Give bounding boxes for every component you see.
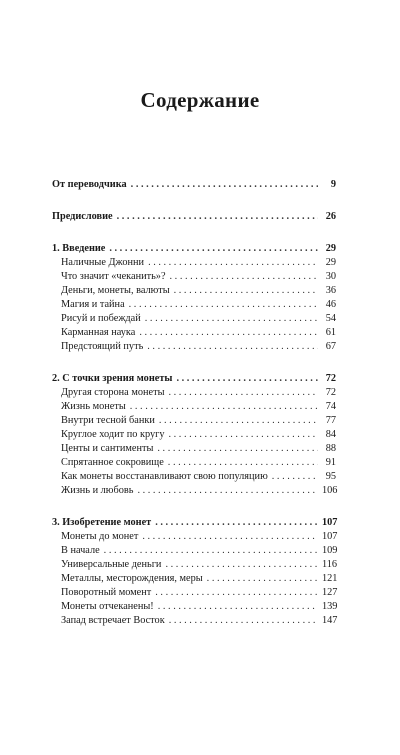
toc-entry-label: Монеты отчеканены! <box>61 601 154 612</box>
dot-leader <box>169 614 318 628</box>
toc-section <box>52 456 336 470</box>
toc-entry-page: 26 <box>325 211 336 222</box>
dot-leader <box>169 386 319 400</box>
toc-entry-label: Жизнь и любовь <box>61 485 134 496</box>
toc-section <box>52 386 336 400</box>
toc-entry-page: 30 <box>325 271 336 282</box>
toc-entry-label: Запад встречает Восток <box>61 615 165 626</box>
toc-entry-label: 1. Введение <box>52 243 106 254</box>
toc-entry-page: 109 <box>322 545 338 556</box>
toc-section <box>52 544 336 558</box>
toc-section <box>52 340 336 354</box>
dot-leader <box>157 442 318 456</box>
dot-leader <box>129 298 318 312</box>
page-title: Содержание <box>140 88 260 112</box>
dot-leader <box>142 530 318 544</box>
toc-section <box>52 470 336 484</box>
toc-entry-label: Поворотный момент <box>61 587 152 598</box>
toc-chapter-3 <box>52 516 336 530</box>
toc-section <box>52 530 336 544</box>
toc-entry-page: 139 <box>322 601 338 612</box>
toc-entry-label: Предисловие <box>52 211 113 222</box>
toc-entry-page: 127 <box>322 587 338 598</box>
toc-entry-page: 54 <box>325 313 336 324</box>
toc-entry-label: Универсальные деньги <box>61 559 162 570</box>
dot-leader <box>165 558 318 572</box>
toc-section <box>52 284 336 298</box>
toc-entry-label: Предстоящий путь <box>61 341 144 352</box>
toc-section <box>52 270 336 284</box>
table-of-contents <box>52 178 336 628</box>
toc-entry-page: 72 <box>325 387 336 398</box>
toc-section <box>52 572 336 586</box>
toc-entry-page: 121 <box>322 573 338 584</box>
toc-section <box>52 400 336 414</box>
toc-section <box>52 484 336 498</box>
toc-entry-label: Карманная наука <box>61 327 136 338</box>
dot-leader <box>147 340 318 354</box>
toc-section <box>52 558 336 572</box>
toc-entry-translator-note <box>52 178 336 192</box>
toc-section <box>52 428 336 442</box>
toc-entry-page: 77 <box>325 415 336 426</box>
toc-entry-label: Круглое ходит по кругу <box>61 429 165 440</box>
toc-chapter-2 <box>52 372 336 386</box>
toc-entry-label: Как монеты восстанавливают свою популяцию <box>61 471 268 482</box>
dot-leader <box>168 456 318 470</box>
toc-entry-label: 3. Изобретение монет <box>52 517 152 528</box>
toc-entry-page: 36 <box>325 285 336 296</box>
dot-leader <box>104 544 318 558</box>
toc-section <box>52 442 336 456</box>
toc-chapter-1 <box>52 242 336 256</box>
toc-entry-page: 84 <box>325 429 336 440</box>
toc-entry-label: Жизнь монеты <box>61 401 126 412</box>
toc-entry-page: 95 <box>325 471 336 482</box>
dot-leader <box>131 178 318 192</box>
dot-leader <box>158 600 318 614</box>
toc-entry-page: 106 <box>322 485 338 496</box>
toc-entry-label: Магия и тайна <box>61 299 125 310</box>
dot-leader <box>117 210 318 224</box>
toc-entry-preface <box>52 210 336 224</box>
toc-entry-label: Деньги, монеты, валюты <box>61 285 170 296</box>
toc-entry-page: 29 <box>325 243 336 254</box>
dot-leader <box>155 586 318 600</box>
toc-section <box>52 614 336 628</box>
dot-leader <box>145 312 318 326</box>
toc-entry-label: Металлы, месторождения, меры <box>61 573 203 584</box>
toc-entry-page: 74 <box>325 401 336 412</box>
toc-entry-label: От переводчика <box>52 179 127 190</box>
toc-entry-page: 107 <box>322 517 338 528</box>
toc-entry-page: 88 <box>325 443 336 454</box>
toc-entry-page: 61 <box>325 327 336 338</box>
toc-entry-label: Внутри тесной банки <box>61 415 155 426</box>
toc-section <box>52 326 336 340</box>
toc-entry-page: 29 <box>325 257 336 268</box>
toc-section <box>52 414 336 428</box>
dot-leader <box>169 428 319 442</box>
dot-leader <box>155 516 318 530</box>
toc-entry-label: Спрятанное сокровище <box>61 457 164 468</box>
toc-entry-label: Что значит «чеканить»? <box>61 271 166 282</box>
dot-leader <box>272 470 318 484</box>
toc-entry-label: Другая сторона монеты <box>61 387 165 398</box>
toc-section <box>52 256 336 270</box>
toc-entry-label: Наличные Джонни <box>61 257 145 268</box>
dot-leader <box>207 572 318 586</box>
toc-entry-page: 91 <box>325 457 336 468</box>
toc-section <box>52 600 336 614</box>
dot-leader <box>176 372 318 386</box>
toc-entry-label: В начале <box>61 545 100 556</box>
dot-leader <box>109 242 318 256</box>
toc-section <box>52 298 336 312</box>
toc-entry-page: 72 <box>325 373 336 384</box>
dot-leader <box>170 270 318 284</box>
dot-leader <box>139 326 318 340</box>
toc-entry-page: 107 <box>322 531 338 542</box>
dot-leader <box>174 284 318 298</box>
toc-entry-label: Рисуй и побеждай <box>61 313 141 324</box>
toc-entry-page: 147 <box>322 615 338 626</box>
dot-leader <box>148 256 318 270</box>
toc-entry-page: 9 <box>330 179 336 190</box>
toc-section <box>52 586 336 600</box>
toc-entry-label: 2. С точки зрения монеты <box>52 373 173 384</box>
toc-entry-label: Центы и сантименты <box>61 443 154 454</box>
toc-entry-page: 67 <box>325 341 336 352</box>
toc-entry-page: 116 <box>322 559 338 570</box>
toc-section <box>52 312 336 326</box>
dot-leader <box>130 400 318 414</box>
toc-entry-label: Монеты до монет <box>61 531 139 542</box>
toc-entry-page: 46 <box>325 299 336 310</box>
dot-leader <box>159 414 318 428</box>
dot-leader <box>137 484 318 498</box>
